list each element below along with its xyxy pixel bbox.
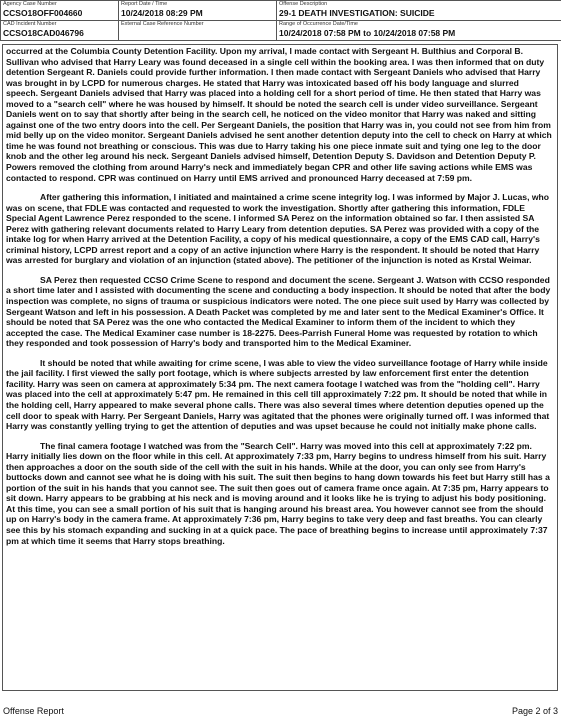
narrative-paragraph: SA Perez then requested CCSO Crime Scene to respond and document the scene. Sergeant J. Watson with CCSO responded a short time later and I assisted with documenting the scene and conducting a body inspection. It should be noted that after the body inspection was complete, no signs of trauma or suspicious indicators were noted. The one piece suit used by Harry was collected by Sergeant Watson and left in his possession. A Death Packet was completed by me and later sent to the Medical Examiner's Office. It should be noted that SA Perez was the one who contacted the Medical Examiner to inform them of the incident to which they accepted the case. The Medical Examiner case number is 18-2275. Dees-Parrish Funeral Home was requested by rotation to which they responded and took possession of Harry's body and transported him to the Medical Examiner. [6,274,551,349]
narrative-paragraph: occurred at the Columbia County Detention Facility. Upon my arrival, I made contact with Sergeant H. Bulthius and Corporal B. Sullivan who advised that Harry Leary was found deceased in a single cell within the booking area. I was then informed that on duty detention Sergeant R. Daniels could provide further information. I then made contact with Sergeant Daniels who advised that Harry was brought in by LCPD for numerous charges. He stated that Harry was intoxicated based off his body language and slurred speech. Sergeant Daniels advised that Harry was placed into a holding cell for a short period of time. He then stated that Harry was moved to a "search cell" where he was housed by himself. It should be noted the search cell is under video surveillance. Sergeant Daniels went on to say that shortly after being in the search cell, he noticed on the video monitor that Harry was naked and sitting against one of the two entry doors into the cell. Per Sergeant Daniels, the position that Harry was in, you could not see from him from mid belly up on the video monitor. Sergeant Daniels advised he sent another detention deputy into the cell to check on Harry at which time he was found not breathing or conscious. This was due to Harry taking his one piece inmate suit and tying one leg to the door knob and the other leg around his neck. Sergeant Daniels advised himself, Detention Deputy S. Davidson and Detention Deputy P. Powers removed the clothing from around Harry's neck and immediately began CPR and other life saving actions while EMS was contacted to respond. CPR was continued on Harry until EMS arrived and pronounced Harry deceased at 7:59 pm. [6,46,552,183]
report-date-value: 10/24/2018 08:29 PM [121,8,203,18]
external-case-reference-label: External Case Reference Number [121,21,204,27]
cad-incident-number-label: CAD Incident Number [3,21,57,27]
offense-description-value: 29-1 DEATH INVESTIGATION: SUICIDE [279,8,435,18]
page-number-footer: Page 2 of 3 [511,706,558,716]
narrative-paragraph: It should be noted that while awaiting for crime scene, I was able to view the video surveillance footage of Harry while inside the jail facility. I first viewed the sally port footage, which is where subjects arrested by law enforcement first enter the detention facility. Harry was seen on camera at approximately 5:34 pm. The next camera footage I watched was from the "holding cell". Harry was placed into the cell at approximately 5:47 pm. He remained in this cell till approximately 7:22 pm. It should be noted that while in the holding cell, Harry appeared to make several phone calls. There was also several times where detention deputies opened up the cell door to speak with Harry. Per Sergeant Daniels, Harry was agitated that the phones were originally turned off. I was informed that Harry was constantly yelling trying to get the attention of deputies and was upset because he could not initially make phone calls. [6,357,550,432]
cad-incident-number-cell [1,21,119,41]
report-type-footer: Offense Report [3,706,64,716]
report-date-cell [119,1,277,21]
header-row-2 [1,21,561,41]
cad-incident-number-value: CCSO18CAD046796 [3,28,84,38]
header-row-1 [1,1,561,21]
occurrence-range-cell [277,21,561,41]
occurrence-range-label: Range of Occurrence Date/Time [279,21,358,27]
narrative-paragraph: The final camera footage I watched was from the "Search Cell". Harry was moved into this cell at approximately 7:22 pm. Harry initially lies down on the floor while in this cell. At approximately 7:33 pm, Harry begins to undress himself from his suit. Harry then approaches a door on the south side of the cell with the suit in his hands. While at the door, you can only see from Harry's buttocks down and cannot see what he is doing with his suit. The suit then begins to hang down towards his feet but Harry still has a portion of the suit in his hands that you cannot see. The suit then goes out of camera frame once again. At 7:35 pm, Harry appears to sit down. Harry appears to be grabbing at his neck and is moving around and it looks like he is trying to adjust his body positioning. At this time, you can see a small portion of his suit that is hanging around his breast area. You however cannot see from the should up on Harry's body in the camera frame. At approximately 7:36 pm, Harry begins to take very deep and fast breaths. You can clearly see this by his stomach expanding and sucking in at a quick pace. The pace of breathing begins to increase until approximately 7:37 pm at which time it seems that Harry stops breathing. [6,440,550,546]
agency-case-number-value: CCSO18OFF004660 [3,8,83,18]
report-date-label: Report Date / Time [121,1,168,7]
report-header [0,0,561,41]
offense-description-cell [277,1,561,21]
agency-case-number-label: Agency Case Number [3,1,57,7]
external-case-reference-cell [119,21,277,41]
offense-description-label: Offense Description [279,1,328,7]
occurrence-range-value: 10/24/2018 07:58 PM to 10/24/2018 07:58 PM [279,28,456,38]
agency-case-number-cell [1,1,119,21]
narrative-section [2,44,558,691]
narrative-paragraph: After gathering this information, I initiated and maintained a crime scene integrity log. I was informed by Major J. Lucas, who was on scene, that FDLE was contacted and requested to work the investigation. Shortly after gathering this information, FDLE Special Agent Lawrence Perez responded to the scene. I informed SA Perez on the information obtained so far. I then assisted SA Perez with gathering relevant documents related to Harry Leary from detention deputies. SA Perez was provided with a copy of the intake log for when Harry arrived at the Detention Facility, a copy of his medical questionnaire, a copy of the EMS CAD call, Harry's criminal history, LCPD arrest report and a copy of an active injunction where Harry is the respondent. It should be noted that Harry was arrested for burglary and violation of an injunction (stated above). The petitioner of the injunction is noted as Krstal Weimar. [6,192,550,266]
